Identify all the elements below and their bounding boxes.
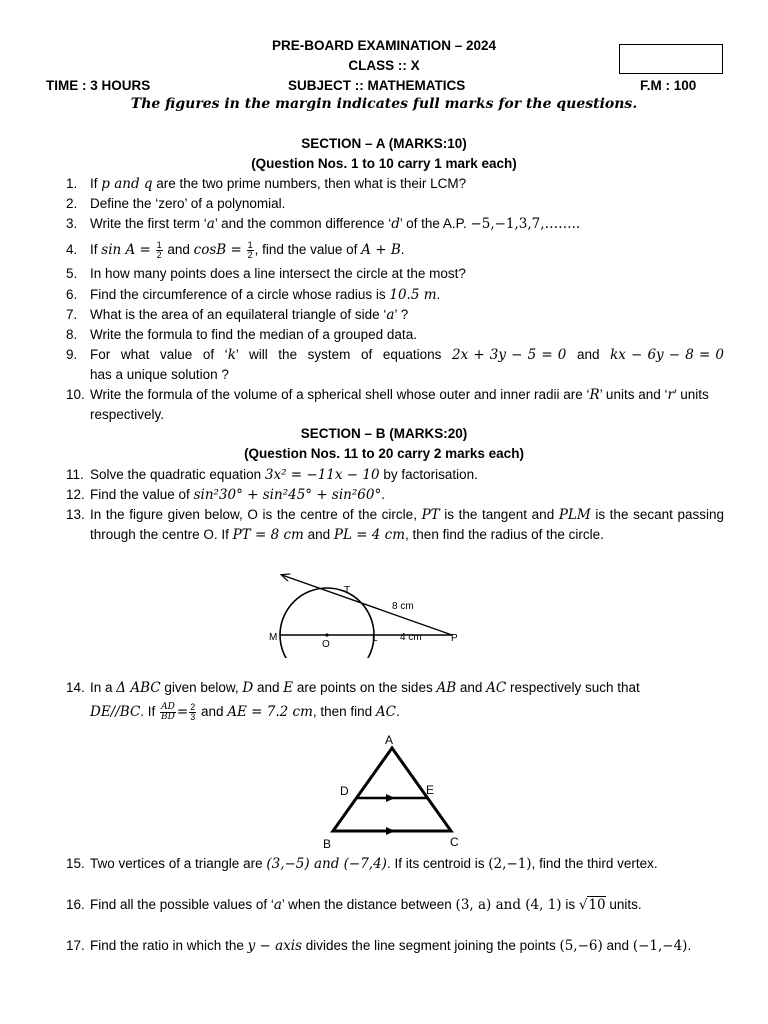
question-2: 2. Define the ‘zero’ of a polynomial. <box>66 194 724 214</box>
time-label: TIME : 3 HOURS <box>46 78 151 93</box>
question-number: 12. <box>66 487 85 502</box>
question-number: 13. <box>66 507 85 522</box>
question-number: 8. <box>66 327 78 342</box>
centre-point <box>325 633 328 636</box>
label-t: T <box>344 585 351 596</box>
marks-note: The figures in the margin indicates full marks for the questions. <box>130 96 638 112</box>
question-15: 15. Two vertices of a triangle are (3,−5) and (−7,4). If its centroid is (2,−1), find the third vertex. <box>66 856 658 872</box>
question-13: 13. In the figure given below, O is the centre of the circle, PT is the tangent and PLM is the secant passing through the centre O. If PT = 8 cm and PL = 4 cm, then find the radius of the circle. <box>66 507 724 543</box>
label-d: D <box>340 784 349 798</box>
class-label: CLASS :: X <box>348 58 420 73</box>
question-number: 5. <box>66 266 78 281</box>
question-number: 1. <box>66 176 78 191</box>
label-m: M <box>269 632 278 643</box>
label-pl-length: 4 cm <box>400 632 422 643</box>
question-number: 7. <box>66 307 78 322</box>
question-number: 9. <box>66 347 78 362</box>
tangent-line <box>282 575 452 635</box>
section-b-title: SECTION – B (MARKS:20) <box>300 426 468 441</box>
label-p: P <box>451 633 458 644</box>
full-marks-label: F.M : 100 <box>640 78 697 93</box>
fraction-one-half: $\frac{1}{2}$ <box>247 239 253 260</box>
question-8: 8. Write the formula to find the median of a grouped data. <box>66 325 724 345</box>
question-number: 11. <box>66 467 84 482</box>
label-l: L <box>372 633 378 644</box>
question-number: 3. <box>66 216 78 231</box>
section-b-subtitle: (Question Nos. 11 to 20 carry 2 marks each) <box>244 446 524 461</box>
question-number: 17. <box>66 938 85 953</box>
question-11: 11. Solve the quadratic equation 3x² = −11x − 10 by factorisation. <box>66 467 478 483</box>
label-b: B <box>323 837 332 850</box>
question-number: 14. <box>66 680 85 695</box>
question-14: 14. In a Δ ABC given below, D and E are points on the sides AB and AC respectively such that <box>66 680 640 696</box>
label-o: O <box>322 639 330 650</box>
question-12: 12. Find the value of sin²30° + sin²45° + sin²60°. <box>66 487 385 503</box>
question-number: 6. <box>66 287 78 302</box>
question-5: 5. In how many points does a line intersect the circle at the most? <box>66 264 724 284</box>
question-7: 7. What is the area of an equilateral triangle of side ‘a’ ? <box>66 307 409 323</box>
question-16: 16. Find all the possible values of ‘a’ when the distance between (3, a) and (4, 1) is √10 units. <box>66 897 642 913</box>
question-number: 16. <box>66 897 85 912</box>
question-number: 10. <box>66 387 85 402</box>
question-17: 17. Find the ratio in which the y − axis divides the line segment joining the points (5,−6) and (−1,−4). <box>66 938 692 954</box>
fraction-one-half: $\frac{1}{2}$ <box>156 239 162 260</box>
question-3: 3. Write the first term ‘a’ and the common difference ‘d’ of the A.P. −5,−1,3,7,…….. <box>66 216 581 232</box>
label-a: A <box>385 733 394 747</box>
question-number: 15. <box>66 856 85 871</box>
subject-label: SUBJECT :: MATHEMATICS <box>288 78 466 93</box>
circle-tangent-figure <box>262 568 472 658</box>
section-a-subtitle: (Question Nos. 1 to 10 carry 1 mark each) <box>251 156 517 171</box>
question-14-line-2: DE//BC. If $\frac{AD}{BD}$ = $\frac{2}{3}$ and AE = 7.2 cm, then find AC. <box>90 701 400 722</box>
question-9: 9. For what value of ‘k’ will the system of equations 2x + 3y − 5 = 0 and kx − 6y − 8 = 0 has a unique solution ? <box>66 347 725 382</box>
question-number: 2. <box>66 196 78 211</box>
fraction-two-thirds: $\frac{2}{3}$ <box>190 701 196 722</box>
exam-title: PRE-BOARD EXAMINATION – 2024 <box>271 38 497 53</box>
label-pt-length: 8 cm <box>392 601 414 612</box>
question-number: 4. <box>66 242 78 257</box>
fraction-ad-bd: $\frac{AD}{BD}$ <box>161 701 175 722</box>
triangle-parallel-figure <box>314 732 464 850</box>
label-c: C <box>450 835 459 849</box>
question-6: 6. Find the circumference of a circle whose radius is 10.5 m. <box>66 287 441 303</box>
section-a-title: SECTION – A (MARKS:10) <box>301 136 467 151</box>
question-1: 1. If p and q are the two prime numbers, then what is their LCM? <box>66 176 467 192</box>
question-10: 10. Write the formula of the volume of a spherical shell whose outer and inner radii are ‘R’ units and ‘r’ units respectively. <box>66 387 709 422</box>
label-e: E <box>426 783 435 797</box>
question-4: 4. If sin A = $\frac{1}{2}$ and cosB = $\frac{1}{2}$ , find the value of A + B. <box>66 238 724 262</box>
